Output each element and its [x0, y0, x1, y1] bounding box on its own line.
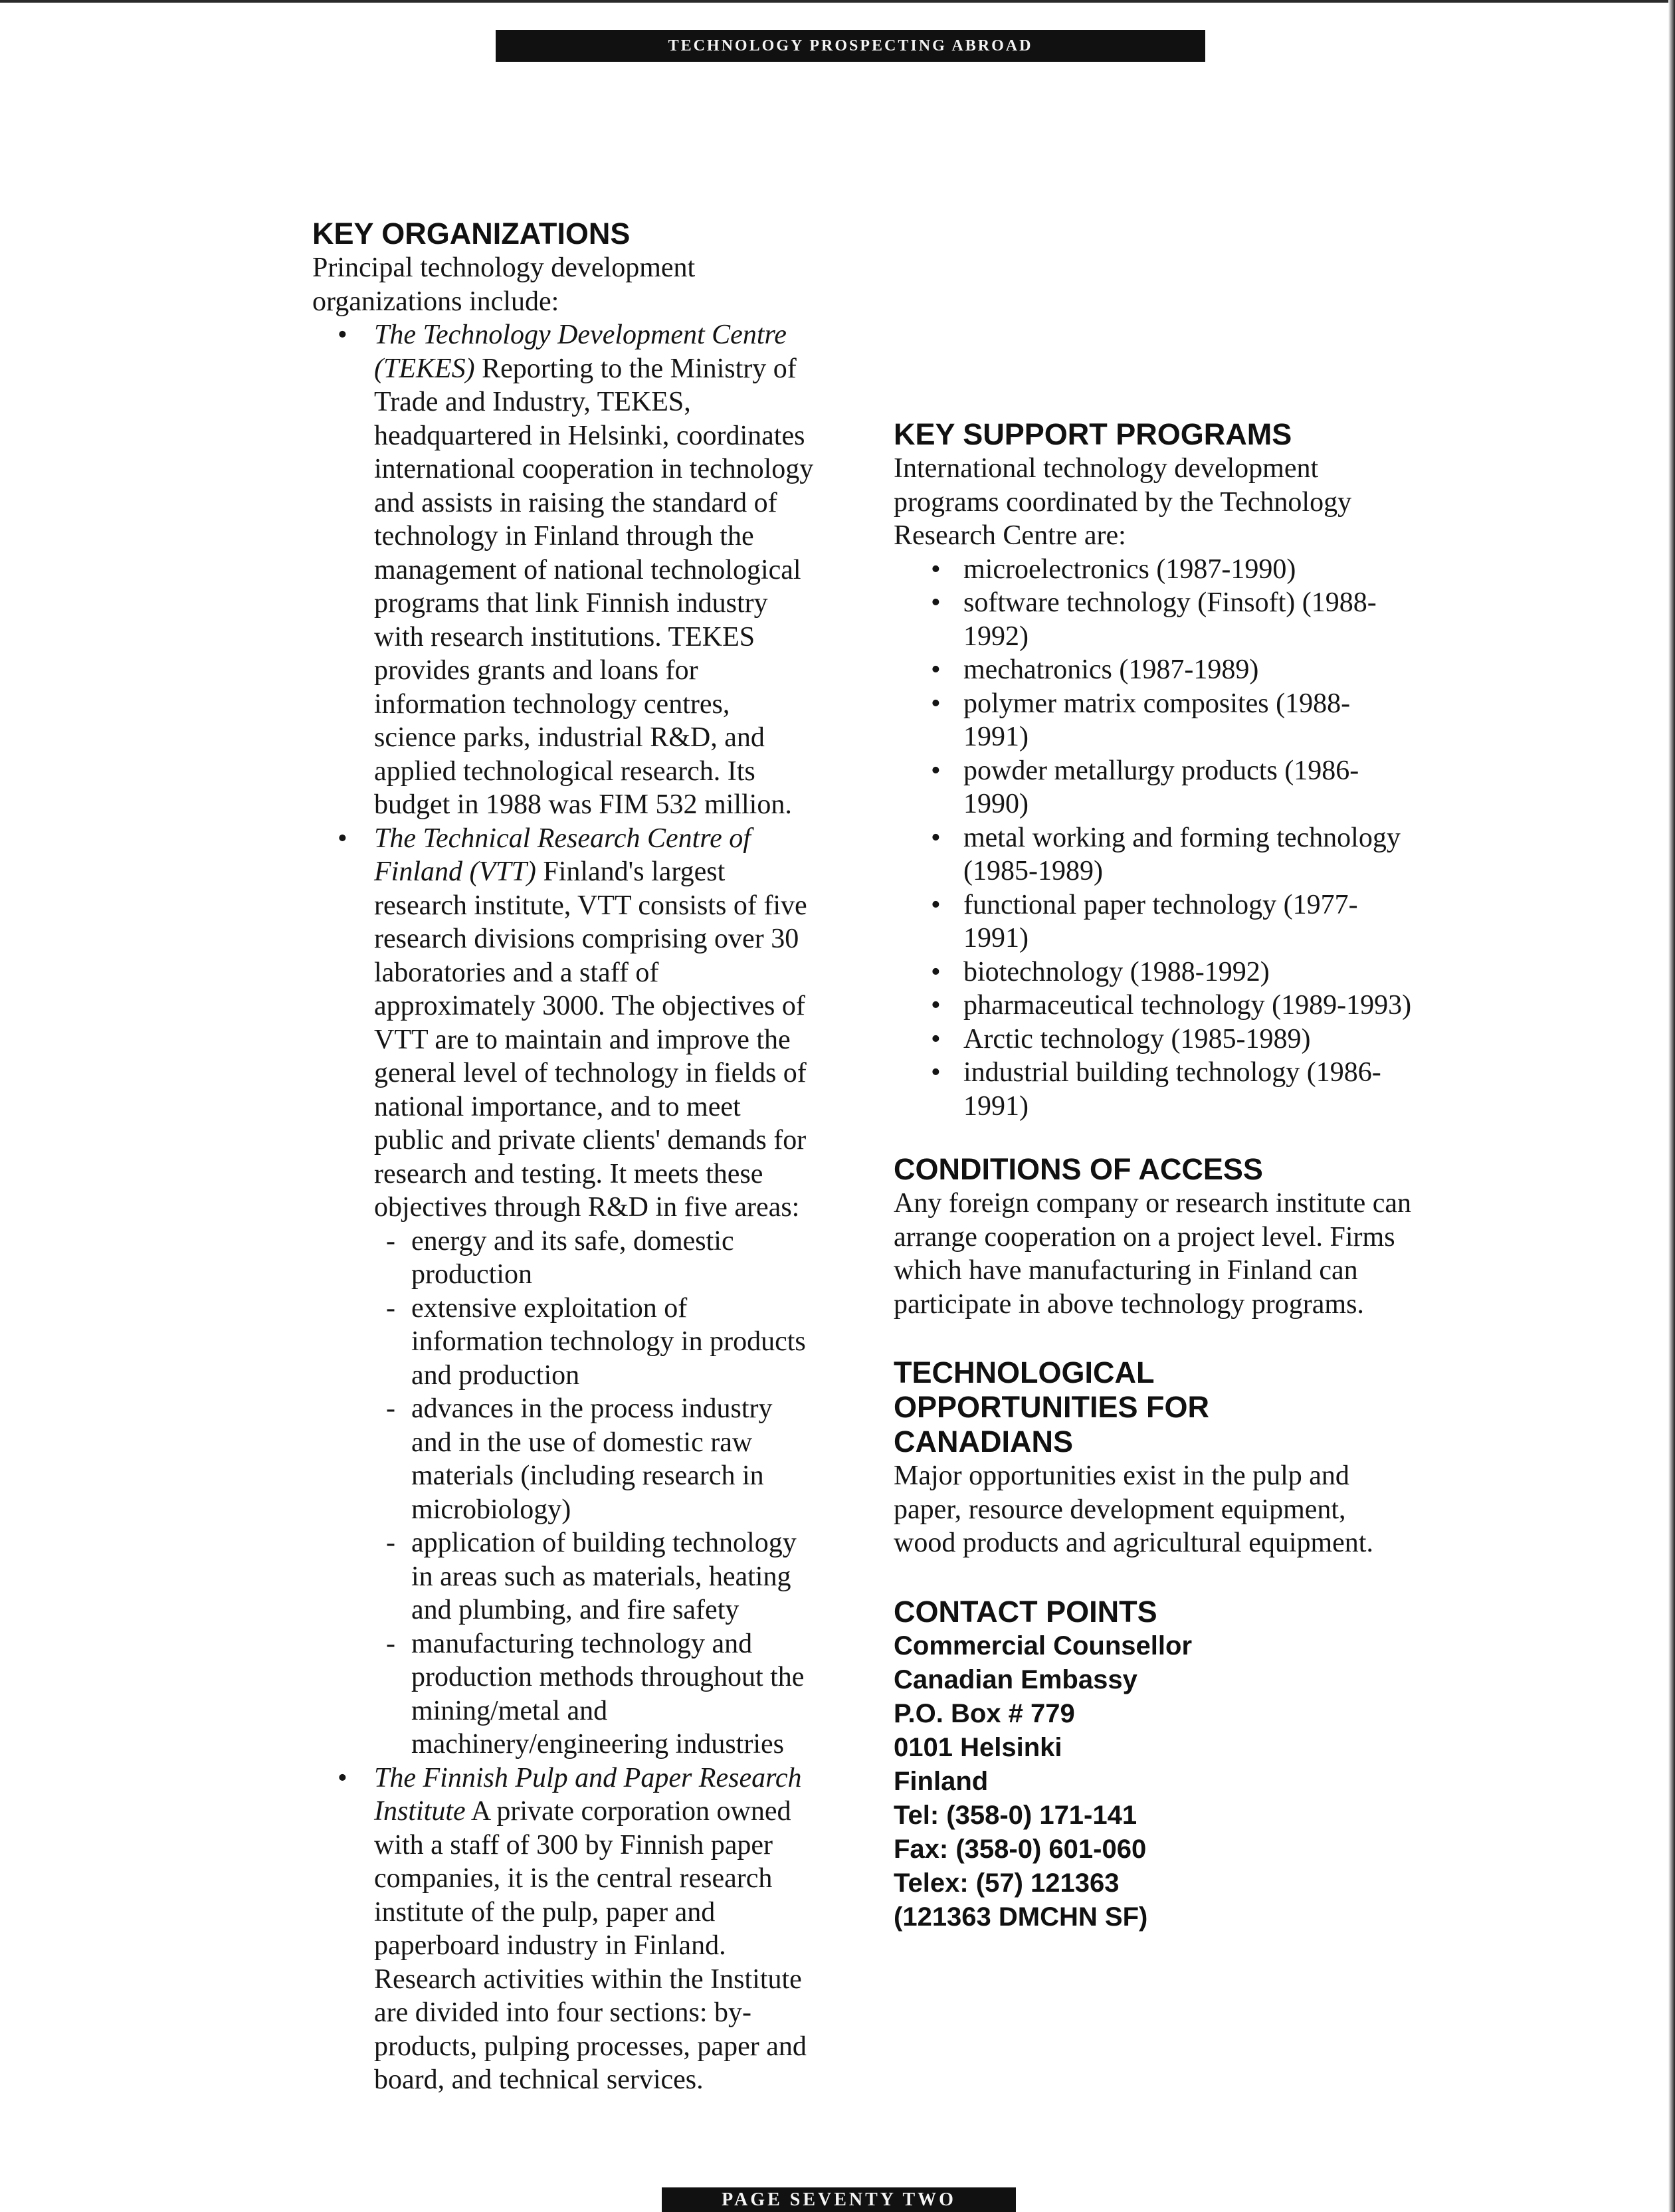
contact-line: Canadian Embassy: [894, 1664, 1137, 1694]
vtt-area-item: - energy and its safe, domestic production: [374, 1225, 817, 1292]
technological-opportunities-text: Major opportunities exist in the pulp and paper, resource development equipment, wood products and agricultural equipment.: [894, 1460, 1373, 1558]
vtt-area-item: - extensive exploitation of information technology in products and production: [374, 1292, 817, 1393]
contact-line: Finland: [894, 1766, 989, 1796]
contact-address-block: [894, 1629, 1412, 1934]
program-item: • industrial building technology (1986-1991): [894, 1056, 1412, 1123]
page-number: PAGE SEVENTY TWO: [722, 2189, 956, 2210]
contact-line: Fax: (358-0) 601-060: [894, 1834, 1147, 1864]
program-item: • metal working and forming technology (1985-1989): [894, 821, 1412, 888]
contact-line: Telex: (57) 121363: [894, 1868, 1120, 1898]
program-item: • software technology (Finsoft) (1988-1992): [894, 586, 1412, 653]
vtt-area-item: - manufacturing technology and production methods throughout the mining/metal and machinery/engineering industries: [374, 1627, 817, 1761]
org-description: Finland's largest research institute, VTT consists of five research divisions comprising over 30 laboratories and a staff of approximately 3000. The objectives of VTT are to maintain and improve the general level of technology in fields of national importance, and to meet public and private clients' demands for research and testing. It meets these objectives through R&D in five areas:: [374, 856, 807, 1223]
conditions-of-access-text: Any foreign company or research institute can arrange cooperation on a project level. Firms which have manufacturing in Finland can participate in above technology programs.: [894, 1188, 1412, 1320]
heading-line: OPPORTUNITIES FOR: [894, 1390, 1210, 1424]
org-item-pulp-paper: [312, 1761, 817, 2097]
heading-line: TECHNOLOGICAL: [894, 1356, 1155, 1389]
program-item: • Arctic technology (1985-1989): [894, 1023, 1412, 1056]
key-support-programs-heading: KEY SUPPORT PROGRAMS: [894, 417, 1292, 451]
key-support-programs-intro: International technology development programs coordinated by the Technology Research Centre are:: [894, 453, 1352, 551]
program-item: • mechatronics (1987-1989): [894, 653, 1412, 687]
vtt-area-item: - advances in the process industry and in the use of domestic raw materials (including research in microbiology): [374, 1392, 817, 1526]
page-number-footer: [662, 2187, 1016, 2212]
org-description: A private corporation owned with a staff of 300 by Finnish paper companies, it is the central research institute of the pulp, paper and paperboard industry in Finland. Research activities within the Institute are divided into four sections: by-products, pulping processes, paper and board, and technical services.: [374, 1796, 807, 2095]
contact-line: P.O. Box # 779: [894, 1698, 1075, 1728]
right-column: [894, 217, 1412, 1934]
org-item-tekes: [312, 318, 817, 822]
left-column: [312, 217, 817, 2097]
heading-line: CANADIANS: [894, 1425, 1073, 1458]
contact-line: (121363 DMCHN SF): [894, 1902, 1148, 1932]
org-item-vtt: [312, 822, 817, 1761]
key-organizations-intro: Principal technology development organizations include:: [312, 252, 696, 317]
contact-line: Tel: (358-0) 171-141: [894, 1800, 1137, 1830]
program-item: • powder metallurgy products (1986-1990): [894, 754, 1412, 821]
scan-edge-right: [1668, 0, 1675, 2212]
org-description: Reporting to the Ministry of Trade and Industry, TEKES, headquartered in Helsinki, coordinates international cooperation in technology and assists in raising the standard of technology in Finland through the management of national technological programs that link Finnish industry with research institutions. TEKES provides grants and loans for information technology centres, science parks, industrial R&D, and applied technological research. Its budget in 1988 was FIM 532 million.: [374, 353, 814, 820]
org-name: The Finnish Pulp and Paper Research Institute: [374, 1762, 802, 1827]
running-header: [496, 30, 1205, 62]
org-name: The Technical Research Centre of Finland (VTT): [374, 823, 751, 887]
contact-line: Commercial Counsellor: [894, 1631, 1193, 1660]
technological-opportunities-heading: [894, 1356, 1412, 1459]
contact-points-heading: CONTACT POINTS: [894, 1594, 1157, 1629]
running-header-title: TECHNOLOGY PROSPECTING ABROAD: [668, 37, 1033, 54]
program-item: • microelectronics (1987-1990): [894, 553, 1412, 587]
conditions-of-access-heading: CONDITIONS OF ACCESS: [894, 1152, 1263, 1186]
key-organizations-heading: KEY ORGANIZATIONS: [312, 217, 631, 251]
vtt-area-item: - application of building technology in areas such as materials, heating and plumbing, and fire safety: [374, 1526, 817, 1627]
program-item: • biotechnology (1988-1992): [894, 955, 1412, 989]
org-name: The Technology Development Centre (TEKES): [374, 320, 787, 384]
program-item: • polymer matrix composites (1988-1991): [894, 687, 1412, 754]
vtt-areas-list: [374, 1225, 817, 1761]
support-programs-list: [894, 553, 1412, 1124]
scan-edge-top: [0, 0, 1675, 3]
program-item: • pharmaceutical technology (1989-1993): [894, 989, 1412, 1023]
contact-line: 0101 Helsinki: [894, 1732, 1062, 1762]
organizations-list: [312, 318, 817, 2097]
program-item: • functional paper technology (1977-1991): [894, 888, 1412, 955]
